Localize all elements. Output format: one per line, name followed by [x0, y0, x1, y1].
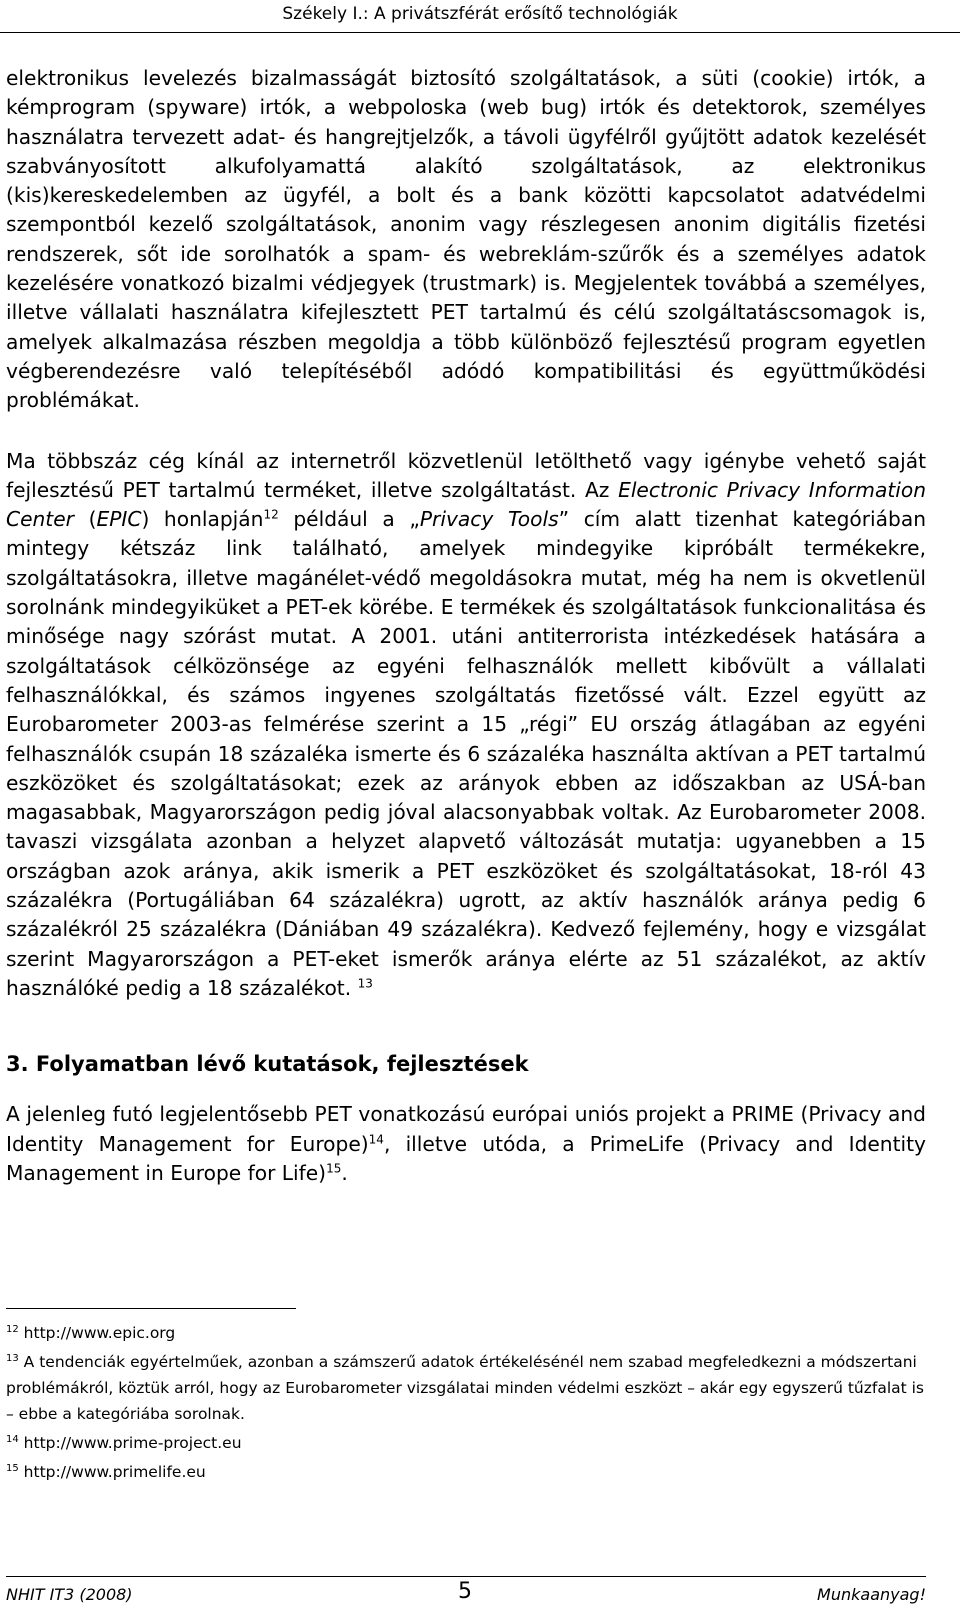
- epic-abbr: EPIC: [96, 507, 142, 532]
- epic-name: Electronic Privacy Information Center: [6, 477, 926, 532]
- footnote-14: [6, 1430, 926, 1456]
- running-title: Székely I.: A privátszférát erősítő technológiák: [282, 4, 678, 24]
- privacy-tools-title: Privacy Tools: [419, 507, 559, 532]
- footnote-12: [6, 1320, 926, 1346]
- footnote-ref-14[interactable]: 14: [368, 1131, 384, 1146]
- paragraph-2-text-c: ) honlapján: [141, 507, 264, 532]
- footnote-ref-12[interactable]: 12: [263, 507, 279, 522]
- footer-right: Munkaanyag!: [817, 1585, 926, 1604]
- footnote-number: 15: [6, 1462, 19, 1474]
- footnote-link[interactable]: http://www.prime-project.eu: [23, 1434, 242, 1452]
- paragraph-1: elektronikus levelezés bizalmasságát biztosító szolgáltatások, a süti (cookie) irtók, a kémprogram (spyware) irtók, a webpoloska (web bug) irtók és detektorok, személyes használatra tervezett adat- és hangrejtjelzők, a távoli ügyfélről gyűjtött adatok kezelését szabványosított alkufolyamattá alakító szolgáltatások, az elektronikus (kis)kereskedelemben az ügyfél, a bolt és a bank közötti kapcsolatot adatvédelmi szempontból kezelő szolgáltatások, anonim vagy részlegesen anonim digitális fizetési rendszerek, sőt ide sorolhatók a spam- és webreklám-szűrők és a személyes adatok kezelésére vonatkozó bizalmi védjegyek (trustmark) is. Megjelentek továbbá a személyes, illetve vállalati használatra kifejlesztett PET tartalmú és célú szolgáltatáscsomagok is, amelyek alkalmazása részben megoldja a több különböző fejlesztésű program egyetlen végberendezésre való telepítéséből adódó kompatibilitási és együttműködési problémákat.: [6, 66, 926, 413]
- section-heading: 3. Folyamatban lévő kutatások, fejlesztések: [6, 1052, 529, 1077]
- paragraph-3-text-c: .: [341, 1160, 348, 1185]
- footnote-separator: [6, 1308, 296, 1309]
- footnote-text: A tendenciák egyértelműek, azonban a számszerű adatok értékelésénél nem szabad megfeledkezni a módszertani problémákról, köztük arról, hogy az Eurobarometer vizsgálatai minden védelmi eszközt – akár egy egyszerű tűzfalat is – ebbe a kategóriába sorolnak.: [6, 1353, 925, 1423]
- footer-left: NHIT IT3 (2008): [6, 1585, 133, 1604]
- footnote-link[interactable]: http://www.epic.org: [23, 1324, 176, 1342]
- paragraph-2-text-d: például a „: [278, 507, 420, 532]
- page-number: 5: [458, 1579, 472, 1604]
- paragraph-3-text-a: A jelenleg futó legjelentősebb PET vonatkozású európai uniós projekt a PRIME (Privacy and Identity Management for Europe): [6, 1102, 926, 1156]
- footnote-number: 12: [6, 1323, 19, 1335]
- running-header: [0, 0, 960, 33]
- footnote-ref-15[interactable]: 15: [326, 1161, 342, 1176]
- paragraph-3-text-b: , illetve utóda, a PrimeLife (Privacy and Identity Management in Europe for Life): [6, 1131, 926, 1185]
- footnote-number: 13: [6, 1352, 19, 1364]
- footnote-15: [6, 1459, 926, 1485]
- footnote-ref-13[interactable]: 13: [357, 976, 373, 991]
- footnote-13: [6, 1349, 926, 1427]
- page-body: [6, 64, 926, 1188]
- paragraph-2-text-a: Ma többszáz cég kínál az internetről közvetlenül letölthető vagy igénybe vehető saját fejlesztésű PET tartalmú terméket, illetve szolgáltatást. Az: [6, 448, 926, 502]
- footnote-number: 14: [6, 1433, 19, 1445]
- page-footer: [6, 1576, 926, 1607]
- paragraph-3: [6, 1100, 926, 1188]
- paragraph-2-text-b: (: [73, 507, 97, 532]
- paragraph-2: [6, 447, 926, 1004]
- footnote-link[interactable]: http://www.primelife.eu: [23, 1463, 206, 1481]
- footnotes: [6, 1320, 926, 1488]
- paragraph-2-text-e: ” cím alatt tizenhat kategóriában mintegy kétszáz link található, amelyek mindegyike kipróbált termékekre, szolgáltatásokra, illetve magánélet-védő megoldásokra mutat, még ha nem is okvetlenül sorolnánk mindegyiküket a PET-ek körébe. E termékek és szolgáltatások funkcionalitása és minősége nagy szórást mutat. A 2001. utáni antiterrorista intézkedések hatására a szolgáltatások célközönsége az egyéni felhasználók mellett kibővült a vállalati felhasználókkal, és számos ingyenes szolgáltatás fizetőssé vált. Ezzel együtt az Eurobarometer 2003-as felmérése szerint a 15 „régi” EU ország átlagában az egyéni felhasználók csupán 18 százaléka ismerte és 6 százaléka használta aktívan a PET tartalmú eszközöket és szolgáltatásokat; ezek az arányok ebben az időszakban az USÁ-ban magasabbak, Magyarországon pedig jóval alacsonyabbak voltak. Az Eurobarometer 2008. tavaszi vizsgálata azonban a helyzet alapvető változását mutatja: ugyanebben a 15 országban azok aránya, akik ismerik a PET eszközöket és szolgáltatásokat, 18-ról 43 százalékra (Portugáliában 64 százalékra) ugrott, az aktív használók aránya pedig 6 százalékról 25 százalékra (Dániában 49 százalékra). Kedvező fejlemény, hogy e vizsgálat szerint Magyarországon a PET-eket ismerők aránya elérte az 51 százalékot, az aktív használóké pedig a 18 százalékot.: [6, 507, 926, 1000]
